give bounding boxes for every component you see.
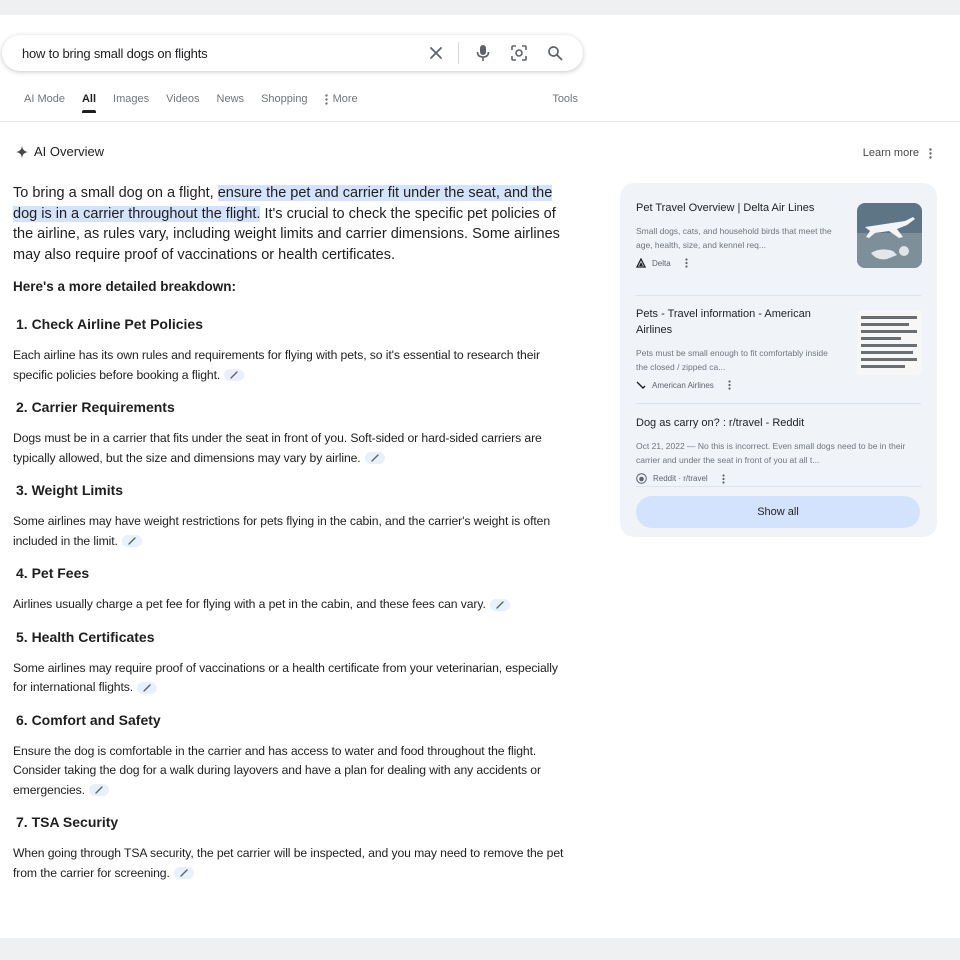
- section-body: Some airlines may have weight restrictions for pets flying in the cabin, and the carrier's weight is often included in the limit.: [13, 514, 551, 548]
- section-body: Airlines usually charge a pet fee for flying with a pet in the cabin, and these fees can vary.: [13, 597, 486, 611]
- section-text: [13, 659, 573, 698]
- section-heading: 3. Weight Limits: [16, 482, 124, 498]
- search-tabs: [24, 93, 578, 121]
- section-heading: 6. Comfort and Safety: [16, 711, 161, 728]
- source-site-name: Delta: [652, 258, 671, 268]
- tab-more-label: More: [332, 93, 358, 105]
- more-vert-icon[interactable]: [929, 148, 932, 159]
- search-bar: [2, 35, 583, 71]
- source-card-american-airlines[interactable]: [636, 306, 922, 390]
- section-text: [13, 512, 573, 551]
- source-site-name: Reddit · r/travel: [653, 474, 708, 483]
- delta-logo-icon: [636, 258, 646, 268]
- section-heading: 4. Pet Fees: [16, 565, 90, 581]
- lead-highlight: ensure the pet and carrier fit under the seat, and the dog is in a carrier throughout the flight.: [13, 185, 553, 222]
- search-divider: [458, 42, 459, 64]
- section-heading: 1. Check Airline Pet Policies: [16, 316, 204, 332]
- lens-icon[interactable]: [505, 39, 533, 67]
- section-body: Some airlines may require proof of vaccinations or a health certificate from your veterinarian, especially for international flights.: [13, 660, 558, 694]
- source-snippet: Oct 21, 2022 — No this is incorrect. Even small dogs need to be in their carrier and under the seat in front of you at all t...: [636, 441, 906, 465]
- learn-more-link[interactable]: [863, 147, 932, 159]
- citation-link-icon[interactable]: [89, 784, 109, 796]
- source-card-reddit[interactable]: [636, 415, 922, 484]
- ai-overview-content: [13, 183, 573, 897]
- search-results-page: [0, 15, 960, 938]
- citation-link-icon[interactable]: [174, 867, 194, 879]
- tab-ai-mode[interactable]: AI Mode: [24, 93, 65, 105]
- citation-link-icon[interactable]: [490, 599, 510, 611]
- tab-videos[interactable]: Videos: [166, 93, 200, 105]
- search-input[interactable]: [2, 45, 422, 62]
- citation-link-icon[interactable]: [224, 369, 244, 381]
- show-all-button[interactable]: Show all: [636, 496, 920, 528]
- source-divider: [636, 295, 921, 296]
- source-site: [636, 473, 922, 484]
- section-heading: 7. TSA Security: [16, 814, 119, 830]
- sources-panel: [620, 183, 937, 537]
- section-text: [13, 595, 573, 615]
- overview-lead: [13, 183, 573, 265]
- microphone-icon[interactable]: [469, 39, 497, 67]
- source-site: [636, 380, 922, 390]
- tab-news[interactable]: News: [216, 93, 245, 105]
- tab-more[interactable]: [325, 93, 358, 113]
- source-snippet: Pets must be small enough to fit comfortably inside the closed / zipped ca...: [636, 348, 828, 372]
- overview-section: [13, 316, 573, 385]
- source-card-delta[interactable]: [636, 200, 922, 268]
- ai-overview-header: [16, 144, 104, 159]
- overview-section: [13, 814, 573, 883]
- breakdown-heading: Here's a more detailed breakdown:: [13, 279, 237, 294]
- search-icon[interactable]: [541, 39, 569, 67]
- sparkle-icon: [16, 146, 28, 158]
- more-vert-icon[interactable]: [722, 474, 725, 484]
- section-text: [13, 429, 573, 468]
- more-vert-icon[interactable]: [685, 258, 688, 268]
- source-snippet: Small dogs, cats, and household birds that meet the age, health, size, and kennel req...: [636, 226, 832, 250]
- tabs-divider: [0, 121, 960, 122]
- reddit-logo-icon: [636, 473, 647, 484]
- section-body: When going through TSA security, the pet carrier will be inspected, and you may need to remove the pet from the carrier for screening.: [13, 846, 564, 880]
- section-text: [13, 346, 573, 385]
- lead-text-start: To bring a small dog on a flight,: [13, 185, 218, 201]
- citation-link-icon[interactable]: [365, 452, 385, 464]
- learn-more-label: Learn more: [862, 147, 919, 159]
- source-title[interactable]: Pet Travel Overview | Delta Air Lines: [636, 202, 815, 214]
- section-text: [13, 742, 573, 801]
- clear-icon[interactable]: [422, 39, 450, 67]
- more-vert-icon[interactable]: [728, 380, 731, 390]
- document-thumbnail: [857, 310, 922, 375]
- section-heading: 2. Carrier Requirements: [16, 399, 175, 415]
- section-body: Dogs must be in a carrier that fits under the seat in front of you. Soft-sided or hard-sided carriers are typically allowed, but the size and dimensions may vary by airline.: [13, 431, 542, 465]
- tab-all[interactable]: All: [82, 93, 96, 113]
- more-vert-icon: [325, 94, 328, 105]
- source-divider: [636, 403, 921, 404]
- overview-section: [13, 399, 573, 468]
- citation-link-icon[interactable]: [137, 682, 157, 694]
- tools-button[interactable]: Tools: [552, 93, 578, 105]
- overview-section: [13, 565, 573, 615]
- source-title[interactable]: Pets - Travel information - American Airlines: [636, 308, 811, 336]
- section-body: Each airline has its own rules and requirements for flying with pets, so it's essential to research their specific policies before booking a flight.: [13, 348, 540, 382]
- section-text: [13, 844, 573, 883]
- lead-text-end: It's crucial to check the specific pet policies of the airline, as rules vary, including weight limits and carrier dimensions. Some airlines may also require proof of vaccinations or health certificates.: [13, 205, 560, 263]
- citation-link-icon[interactable]: [122, 535, 142, 547]
- tab-shopping[interactable]: Shopping: [261, 93, 308, 105]
- source-title[interactable]: Dog as carry on? : r/travel - Reddit: [636, 417, 805, 429]
- section-body: Ensure the dog is comfortable in the carrier and has access to water and food throughout the flight. Consider taking the dog for a walk during layovers and have a plan for dealing with any accidents or emergencies.: [13, 743, 541, 797]
- tab-images[interactable]: Images: [113, 93, 150, 105]
- source-divider: [636, 486, 921, 487]
- source-site-name: American Airlines: [652, 380, 714, 390]
- section-heading: 5. Health Certificates: [16, 628, 155, 645]
- ai-overview-label: AI Overview: [34, 144, 105, 159]
- american-airlines-logo-icon: [636, 380, 646, 390]
- airplane-thumbnail: [857, 203, 922, 268]
- overview-section: [13, 629, 573, 698]
- overview-section: [13, 712, 573, 801]
- overview-section: [13, 482, 573, 551]
